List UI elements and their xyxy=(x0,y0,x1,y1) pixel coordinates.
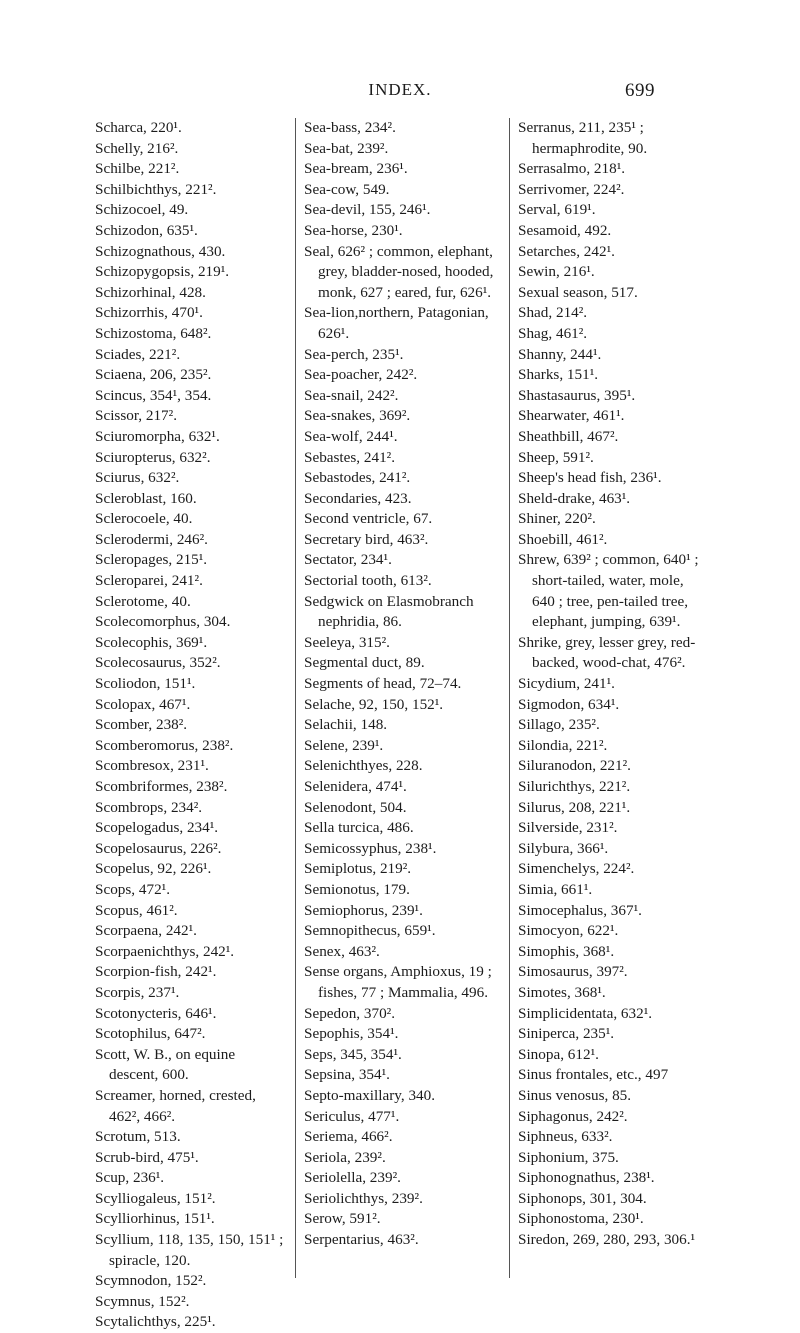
index-entry: Simotes, 368¹. xyxy=(518,983,606,1001)
index-entry: Sea-lion,northern, Patagonian, 626¹. xyxy=(304,304,489,342)
index-entry: Shrew, 639² ; common, 640¹ ; short-tailed, water, mole, 640 ; tree, pen-tailed tree, elephant, jumping, 639¹. xyxy=(518,551,699,631)
index-entry: Semionotus, 179. xyxy=(304,880,410,898)
index-entry: Serpentarius, 463². xyxy=(304,1231,419,1249)
index-entry: Sea-perch, 235¹. xyxy=(304,345,404,363)
column-divider xyxy=(295,118,296,1278)
index-entry: Sea-cow, 549. xyxy=(304,180,390,198)
index-entry: Sebastes, 241². xyxy=(304,448,396,466)
index-entry: Simocyon, 622¹. xyxy=(518,922,619,940)
index-entry: Scotonycteris, 646¹. xyxy=(95,1004,217,1022)
index-entry: Siphonognathus, 238¹. xyxy=(518,1169,655,1187)
index-entry: Siniperca, 235¹. xyxy=(518,1025,615,1043)
index-entry: Scymnodon, 152². xyxy=(95,1272,207,1290)
index-entry: Scopelus, 92, 226¹. xyxy=(95,860,212,878)
index-entry: Secretary bird, 463². xyxy=(304,530,429,548)
entry-list xyxy=(518,118,708,1251)
index-entry: Scorpaena, 242¹. xyxy=(95,922,197,940)
index-column-1 xyxy=(95,118,285,1333)
index-entry: Serrasalmo, 218¹. xyxy=(518,160,626,178)
index-entry: Sinus frontales, etc., 497 xyxy=(518,1066,669,1084)
index-entry: Semnopithecus, 659¹. xyxy=(304,922,436,940)
index-entry: Siphonops, 301, 304. xyxy=(518,1189,647,1207)
index-entry: Sebastodes, 241². xyxy=(304,469,411,487)
index-entry: Scombrops, 234². xyxy=(95,798,203,816)
index-entry: Selenidera, 474¹. xyxy=(304,778,407,795)
index-entry: Shiner, 220². xyxy=(518,510,596,528)
index-entry: Sea-bass, 234². xyxy=(304,119,396,136)
index-entry: Simocephalus, 367¹. xyxy=(518,901,642,919)
index-entry: Sheep's head fish, 236¹. xyxy=(518,469,662,487)
index-entry: Shanny, 244¹. xyxy=(518,345,602,363)
index-entry: Sigmodon, 634¹. xyxy=(518,695,620,713)
index-entry: Secondaries, 423. xyxy=(304,489,412,507)
index-entry: Scyllium, 118, 135, 150, 151¹ ; spiracle, 120. xyxy=(95,1231,284,1269)
index-entry: Sea-bat, 239². xyxy=(304,139,389,157)
index-entry: Sepophis, 354¹. xyxy=(304,1025,399,1043)
index-entry: Sea-snail, 242². xyxy=(304,386,399,404)
index-entry: Sclerotome, 40. xyxy=(95,592,191,610)
index-entry: Simplicidentata, 632¹. xyxy=(518,1004,653,1022)
index-entry: Sheep, 591². xyxy=(518,448,594,466)
index-entry: Scharca, 220¹. xyxy=(95,119,182,136)
index-entry: Septo-maxillary, 340. xyxy=(304,1086,436,1104)
index-entry: Sea-horse, 230¹. xyxy=(304,221,403,239)
index-entry: Seps, 345, 354¹. xyxy=(304,1045,402,1063)
index-entry: Scylliorhinus, 151¹. xyxy=(95,1210,215,1228)
index-entry: Scylliogaleus, 151². xyxy=(95,1189,216,1207)
index-entry: Schelly, 216². xyxy=(95,139,179,157)
index-entry: Sectorial tooth, 613². xyxy=(304,572,432,590)
index-column-3 xyxy=(518,118,708,1251)
index-entry: Semiplotus, 219². xyxy=(304,860,412,878)
index-entry: Senex, 463². xyxy=(304,942,380,960)
index-entry: Siluranodon, 221². xyxy=(518,757,631,775)
index-entry: Selenichthyes, 228. xyxy=(304,757,423,775)
index-entry: Scolecosaurus, 352². xyxy=(95,654,221,672)
index-entry: Sciuropterus, 632². xyxy=(95,448,211,466)
index-entry: Scopus, 461². xyxy=(95,901,178,919)
index-entry: Siredon, 269, 280, 293, 306.¹ xyxy=(518,1231,696,1249)
index-entry: Schizorhinal, 428. xyxy=(95,283,206,301)
index-entry: Sepedon, 370². xyxy=(304,1004,396,1022)
index-entry: Seriolichthys, 239². xyxy=(304,1189,423,1207)
index-entry: Silurichthys, 221². xyxy=(518,778,631,795)
index-entry: Sesamoid, 492. xyxy=(518,221,612,239)
index-entry: Sclerocoele, 40. xyxy=(95,510,193,528)
index-entry: Semicossyphus, 238¹. xyxy=(304,839,437,857)
index-entry: Setarches, 242¹. xyxy=(518,242,615,260)
index-entry: Sinopa, 612¹. xyxy=(518,1045,599,1063)
index-entry: Scopelogadus, 234¹. xyxy=(95,819,219,837)
index-entry: Siphonium, 375. xyxy=(518,1148,619,1166)
index-entry: Selache, 92, 150, 152¹. xyxy=(304,695,444,713)
index-entry: Scombresox, 231¹. xyxy=(95,757,209,775)
index-entry: Sea-wolf, 244¹. xyxy=(304,427,398,445)
index-entry: Selene, 239¹. xyxy=(304,736,384,754)
index-entry: Shastasaurus, 395¹. xyxy=(518,386,636,404)
index-entry: Segmental duct, 89. xyxy=(304,654,425,672)
index-entry: Seriema, 466². xyxy=(304,1128,393,1146)
index-entry: Schizodon, 635¹. xyxy=(95,221,198,239)
index-entry: Sheld-drake, 463¹. xyxy=(518,489,631,507)
index-entry: Silybura, 366¹. xyxy=(518,839,609,857)
index-entry: Scotophilus, 647². xyxy=(95,1025,206,1043)
index-entry: Scolopax, 467¹. xyxy=(95,695,191,713)
index-entry: Sea-snakes, 369². xyxy=(304,407,411,425)
index-entry: Shag, 461². xyxy=(518,324,588,342)
index-entry: Scops, 472¹. xyxy=(95,880,171,898)
index-entry: Segments of head, 72–74. xyxy=(304,675,462,693)
index-entry: Serow, 591². xyxy=(304,1210,381,1228)
index-entry: Scissor, 217². xyxy=(95,407,177,425)
index-entry: Selachii, 148. xyxy=(304,716,388,734)
index-entry: Scorpis, 237¹. xyxy=(95,983,180,1001)
index-entry: Simenchelys, 224². xyxy=(518,860,635,878)
index-entry: Scomber, 238². xyxy=(95,716,188,734)
index-entry: Sciuromorpha, 632¹. xyxy=(95,427,220,445)
index-entry: Schilbe, 221². xyxy=(95,160,180,178)
index-entry: Scomberomorus, 238². xyxy=(95,736,234,754)
index-entry: Sexual season, 517. xyxy=(518,283,638,301)
index-entry: Simia, 661¹. xyxy=(518,880,593,898)
index-entry: Scolecophis, 369¹. xyxy=(95,633,208,651)
index-entry: Scrub-bird, 475¹. xyxy=(95,1148,199,1166)
index-entry: Sillago, 235². xyxy=(518,716,600,734)
index-entry: Sicydium, 241¹. xyxy=(518,675,615,693)
index-entry: Shoebill, 461². xyxy=(518,530,608,548)
index-entry: Sciades, 221². xyxy=(95,345,181,363)
index-entry: Serrivomer, 224². xyxy=(518,180,625,198)
index-entry: Scorpion-fish, 242¹. xyxy=(95,963,217,981)
index-entry: Seeleya, 315². xyxy=(304,633,390,651)
index-entry: Silurus, 208, 221¹. xyxy=(518,798,631,816)
page-title: INDEX. xyxy=(368,80,432,99)
index-entry: Schizognathous, 430. xyxy=(95,242,226,260)
index-entry: Sea-bream, 236¹. xyxy=(304,160,408,178)
index-entry: Schizocoel, 49. xyxy=(95,201,189,219)
index-entry: Sea-devil, 155, 246¹. xyxy=(304,201,431,219)
index-entry: Scleroparei, 241². xyxy=(95,572,203,590)
index-entry: Scleroblast, 160. xyxy=(95,489,197,507)
index-entry: Sepsina, 354¹. xyxy=(304,1066,390,1084)
index-entry: Scott, W. B., on equine descent, 600. xyxy=(95,1045,236,1084)
index-entry: Scopelosaurus, 226². xyxy=(95,839,222,857)
index-entry: Simophis, 368¹. xyxy=(518,942,615,960)
index-entry: Scup, 236¹. xyxy=(95,1169,165,1187)
index-entry: Seriolella, 239². xyxy=(304,1169,401,1187)
index-entry: Scytalichthys, 225¹. xyxy=(95,1313,216,1331)
page-number: 699 xyxy=(625,80,655,101)
index-entry: Serval, 619¹. xyxy=(518,201,596,219)
index-entry: Sclerodermi, 246². xyxy=(95,530,208,548)
index-entry: Sectator, 234¹. xyxy=(304,551,392,569)
index-entry: Sea-poacher, 242². xyxy=(304,366,418,384)
index-entry: Silondia, 221². xyxy=(518,736,608,754)
index-entry: Scincus, 354¹, 354. xyxy=(95,386,212,404)
running-head xyxy=(0,80,800,104)
index-entry: Scombriformes, 238². xyxy=(95,778,228,795)
index-entry: Siphonostoma, 230¹. xyxy=(518,1210,644,1228)
index-entry: Schizostoma, 648². xyxy=(95,324,212,342)
index-entry: Scolecomorphus, 304. xyxy=(95,613,231,631)
index-entry: Sheathbill, 467². xyxy=(518,427,619,445)
index-entry: Scorpaenichthys, 242¹. xyxy=(95,942,235,960)
index-entry: Semiophorus, 239¹. xyxy=(304,901,423,919)
index-entry: Sharks, 151¹. xyxy=(518,366,599,384)
index-entry: Schizopygopsis, 219¹. xyxy=(95,263,230,281)
index-entry: Siphneus, 633². xyxy=(518,1128,613,1146)
index-entry: Siphagonus, 242². xyxy=(518,1107,628,1125)
index-entry: Schilbichthys, 221². xyxy=(95,180,217,198)
index-entry: Sciurus, 632². xyxy=(95,469,180,487)
index-entry: Seriola, 239². xyxy=(304,1148,386,1166)
entry-list xyxy=(95,118,285,1333)
index-entry: Shearwater, 461¹. xyxy=(518,407,625,425)
column-divider xyxy=(509,118,510,1278)
index-entry: Sense organs, Amphioxus, 19 ; fishes, 77 ; Mammalia, 496. xyxy=(304,963,492,1001)
index-entry: Scoliodon, 151¹. xyxy=(95,675,196,693)
index-entry: Sewin, 216¹. xyxy=(518,263,595,281)
index-entry: Simosaurus, 397². xyxy=(518,963,628,981)
index-entry: Schizorrhis, 470¹. xyxy=(95,304,203,322)
index-entry: Sella turcica, 486. xyxy=(304,819,414,837)
index-entry: Scrotum, 513. xyxy=(95,1128,181,1146)
index-entry: Sciaena, 206, 235². xyxy=(95,366,212,384)
entry-list xyxy=(304,118,499,1251)
index-entry: Screamer, horned, crested, 462², 466². xyxy=(95,1086,256,1125)
index-entry: Seal, 626² ; common, elephant, grey, bladder-nosed, hooded, monk, 627 ; eared, fur, 626¹. xyxy=(304,242,494,301)
index-entry: Shrike, grey, lesser grey, red-backed, wood-chat, 476². xyxy=(518,633,696,672)
index-entry: Selenodont, 504. xyxy=(304,798,407,816)
index-entry: Silverside, 231². xyxy=(518,819,618,837)
index-entry: Second ventricle, 67. xyxy=(304,510,433,528)
index-entry: Sericulus, 477¹. xyxy=(304,1107,400,1125)
index-column-2 xyxy=(304,118,499,1251)
index-entry: Scymnus, 152². xyxy=(95,1292,190,1310)
index-entry: Sinus venosus, 85. xyxy=(518,1086,632,1104)
index-entry: Sedgwick on Elasmobranch nephridia, 86. xyxy=(304,592,474,631)
index-entry: Scleropages, 215¹. xyxy=(95,551,208,569)
index-entry: Serranus, 211, 235¹ ; hermaphrodite, 90. xyxy=(518,119,648,157)
index-entry: Shad, 214². xyxy=(518,304,588,322)
